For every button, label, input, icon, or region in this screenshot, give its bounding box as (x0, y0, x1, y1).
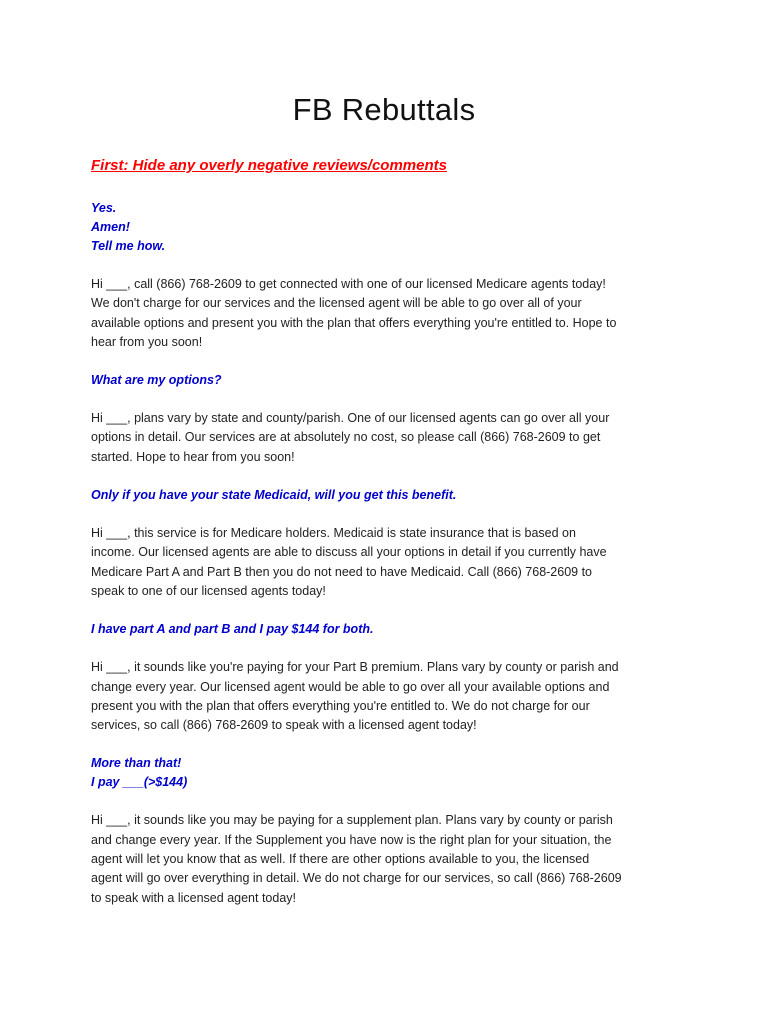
answer-line: Hi ___, this service is for Medicare holders. Medicaid is state insurance that is based on (91, 526, 576, 541)
question-line: Only if you have your state Medicaid, will you get this benefit. (91, 488, 457, 503)
page-title: FB Rebuttals (292, 92, 476, 127)
rebuttal-section (91, 754, 691, 907)
answer-line: Hi ___, call (866) 768-2609 to get connected with one of our licensed Medicare agents today! (91, 277, 606, 291)
question-line: Yes. (91, 201, 117, 215)
question (91, 371, 691, 390)
answer (91, 409, 691, 467)
answer-line: agent will go over everything in detail. We do not charge for our services, so call (866) 768-2609 (91, 871, 622, 886)
question-line: More than that! (91, 756, 182, 771)
rebuttal-section (91, 486, 691, 601)
answer-line: to speak with a licensed agent today! (91, 890, 296, 905)
question (91, 754, 691, 792)
rebuttal-section (91, 199, 691, 352)
answer-line: services, so call (866) 768-2609 to speak with a licensed agent today! (91, 718, 477, 733)
answer (91, 275, 691, 352)
answer-line: and change every year. If the Supplement you have now is the right plan for your situation, the (91, 832, 612, 847)
answer-line: Hi ___, it sounds like you're paying for your Part B premium. Plans vary by county or parish and (91, 660, 619, 675)
answer-line: available options and present you with the plan that offers everything you're entitled to. Hope to (91, 315, 617, 330)
answer-line: Hi ___, it sounds like you may be paying for a supplement plan. Plans vary by county or parish (91, 813, 613, 828)
answer-line: started. Hope to hear from you soon! (91, 449, 295, 464)
answer-line: change every year. Our licensed agent would be able to go over all your available options and (91, 679, 610, 694)
answer (91, 524, 691, 601)
answer (91, 658, 691, 735)
question (91, 620, 691, 639)
question (91, 199, 691, 256)
instruction-subtitle: First: Hide any overly negative reviews/comments (91, 157, 447, 174)
question-line: What are my options? (91, 373, 222, 388)
question-line: Tell me how. (91, 239, 166, 253)
question (91, 486, 691, 505)
answer-line: hear from you soon! (91, 334, 203, 349)
question-line: Amen! (91, 220, 130, 234)
rebuttal-section (91, 620, 691, 735)
answer-line: options in detail. Our services are at absolutely no cost, so please call (866) 768-2609 to get (91, 430, 601, 445)
question-line: I have part A and part B and I pay $144 for both. (91, 622, 374, 637)
question-line: I pay ___(>$144) (91, 775, 188, 790)
answer-line: agent will let you know that as well. If there are other options available to you, the licensed (91, 852, 590, 867)
rebuttal-section (91, 371, 691, 467)
answer-line: income. Our licensed agents are able to discuss all your options in detail if you currently have (91, 545, 607, 560)
rebuttals-content (91, 199, 691, 927)
answer-line: We don't charge for our services and the licensed agent will be able to go over all of your (91, 296, 582, 311)
answer-line: present you with the plan that offers everything you're entitled to. We do not charge for our (91, 698, 590, 713)
answer-line: Hi ___, plans vary by state and county/parish. One of our licensed agents can go over all your (91, 411, 610, 426)
answer-line: speak to one of our licensed agents today! (91, 583, 326, 598)
answer-line: Medicare Part A and Part B then you do not need to have Medicaid. Call (866) 768-2609 to (91, 564, 593, 579)
answer (91, 811, 691, 907)
